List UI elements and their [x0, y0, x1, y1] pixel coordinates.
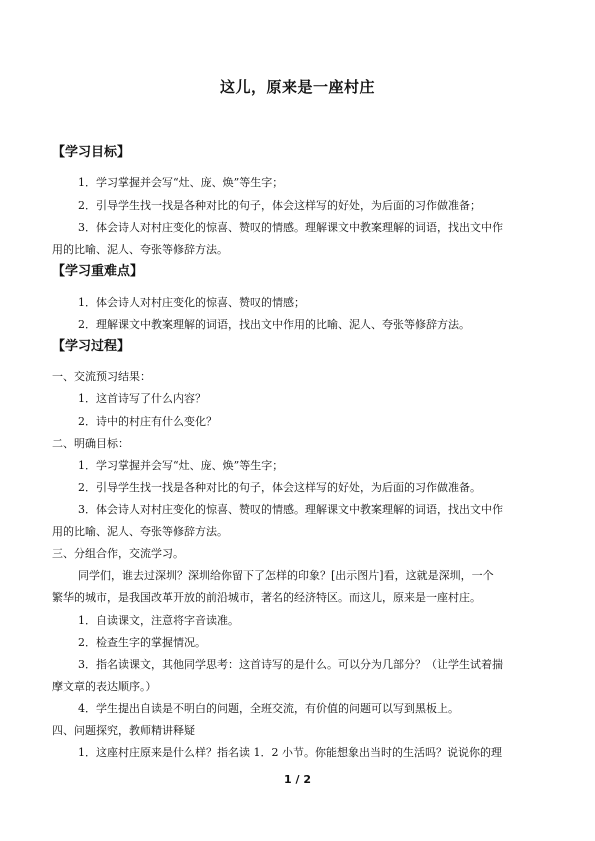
difficulty-item: 1．体会诗人对村庄变化的惊喜、赞叹的情感；: [78, 296, 305, 309]
process-item-continued: 摩文章的表达顺序。）: [52, 680, 157, 693]
section-heading-process: 【学习过程】: [52, 339, 131, 354]
process-paragraph-continued: 繁华的城市，是我国改革开放的前沿城市，著名的经济特区。而这儿，原来是一座村庄。: [52, 591, 481, 604]
goal-item: 2．引导学生找一找是各种对比的句子，体会这样写的好处，为后面的习作做准备；: [78, 199, 481, 212]
process-item-continued: 用的比喻、泥人、夸张等修辞方法。: [52, 525, 228, 538]
section-heading-goals: 【学习目标】: [52, 145, 131, 160]
process-subheading: 四、问题探究，教师精讲释疑: [52, 724, 195, 737]
process-item: 1．自读课文，注意将字音读准。: [78, 614, 239, 627]
process-item: 1．这首诗写了什么内容？: [78, 392, 206, 405]
process-item: 2．诗中的村庄有什么变化？: [78, 415, 217, 428]
process-subheading: 一、交流预习结果：: [52, 370, 151, 383]
process-item: 1．学习掌握并会写“灶、庞、焕”等生字；: [78, 459, 284, 472]
page-number: 1 / 2: [284, 773, 311, 786]
section-heading-difficulties: 【学习重难点】: [52, 264, 144, 279]
goal-item: 1．学习掌握并会写“灶、庞、焕”等生字；: [78, 176, 284, 189]
difficulty-item: 2．理解课文中教案理解的词语，找出文中作用的比喻、泥人、夸张等修辞方法。: [78, 318, 470, 331]
process-subheading: 二、明确目标：: [52, 437, 129, 450]
process-item: 1．这座村庄原来是什么样？指名读 1．2 小节。你能想象出当时的生活吗？说说你的理: [78, 746, 502, 759]
goal-item: 3．体会诗人对村庄变化的惊喜、赞叹的情感。理解课文中教案理解的词语，找出文中作: [78, 221, 503, 234]
process-subheading: 三、分组合作，交流学习。: [52, 547, 184, 560]
process-item: 4．学生提出自读是不明白的问题，全班交流，有价值的问题可以写到黑板上。: [78, 702, 459, 715]
process-paragraph: 同学们，谁去过深圳？深圳给你留下了怎样的印象？[出示图片]看，这就是深圳，一个: [78, 569, 494, 582]
goal-item-continued: 用的比喻、泥人、夸张等修辞方法。: [52, 243, 228, 256]
process-item: 3．指名读课文，其他同学思考：这首诗写的是什么。可以分为几部分？（让学生试着揣: [78, 658, 503, 671]
page-title: 这儿，原来是一座村庄: [219, 78, 375, 96]
process-item: 2．检查生字的掌握情况。: [78, 636, 206, 649]
process-item: 3．体会诗人对村庄变化的惊喜、赞叹的情感。理解课文中教案理解的词语，找出文中作: [78, 503, 503, 516]
process-item: 2．引导学生找一找是各种对比的句子，体会这样写的好处，为后面的习作做准备。: [78, 481, 481, 494]
